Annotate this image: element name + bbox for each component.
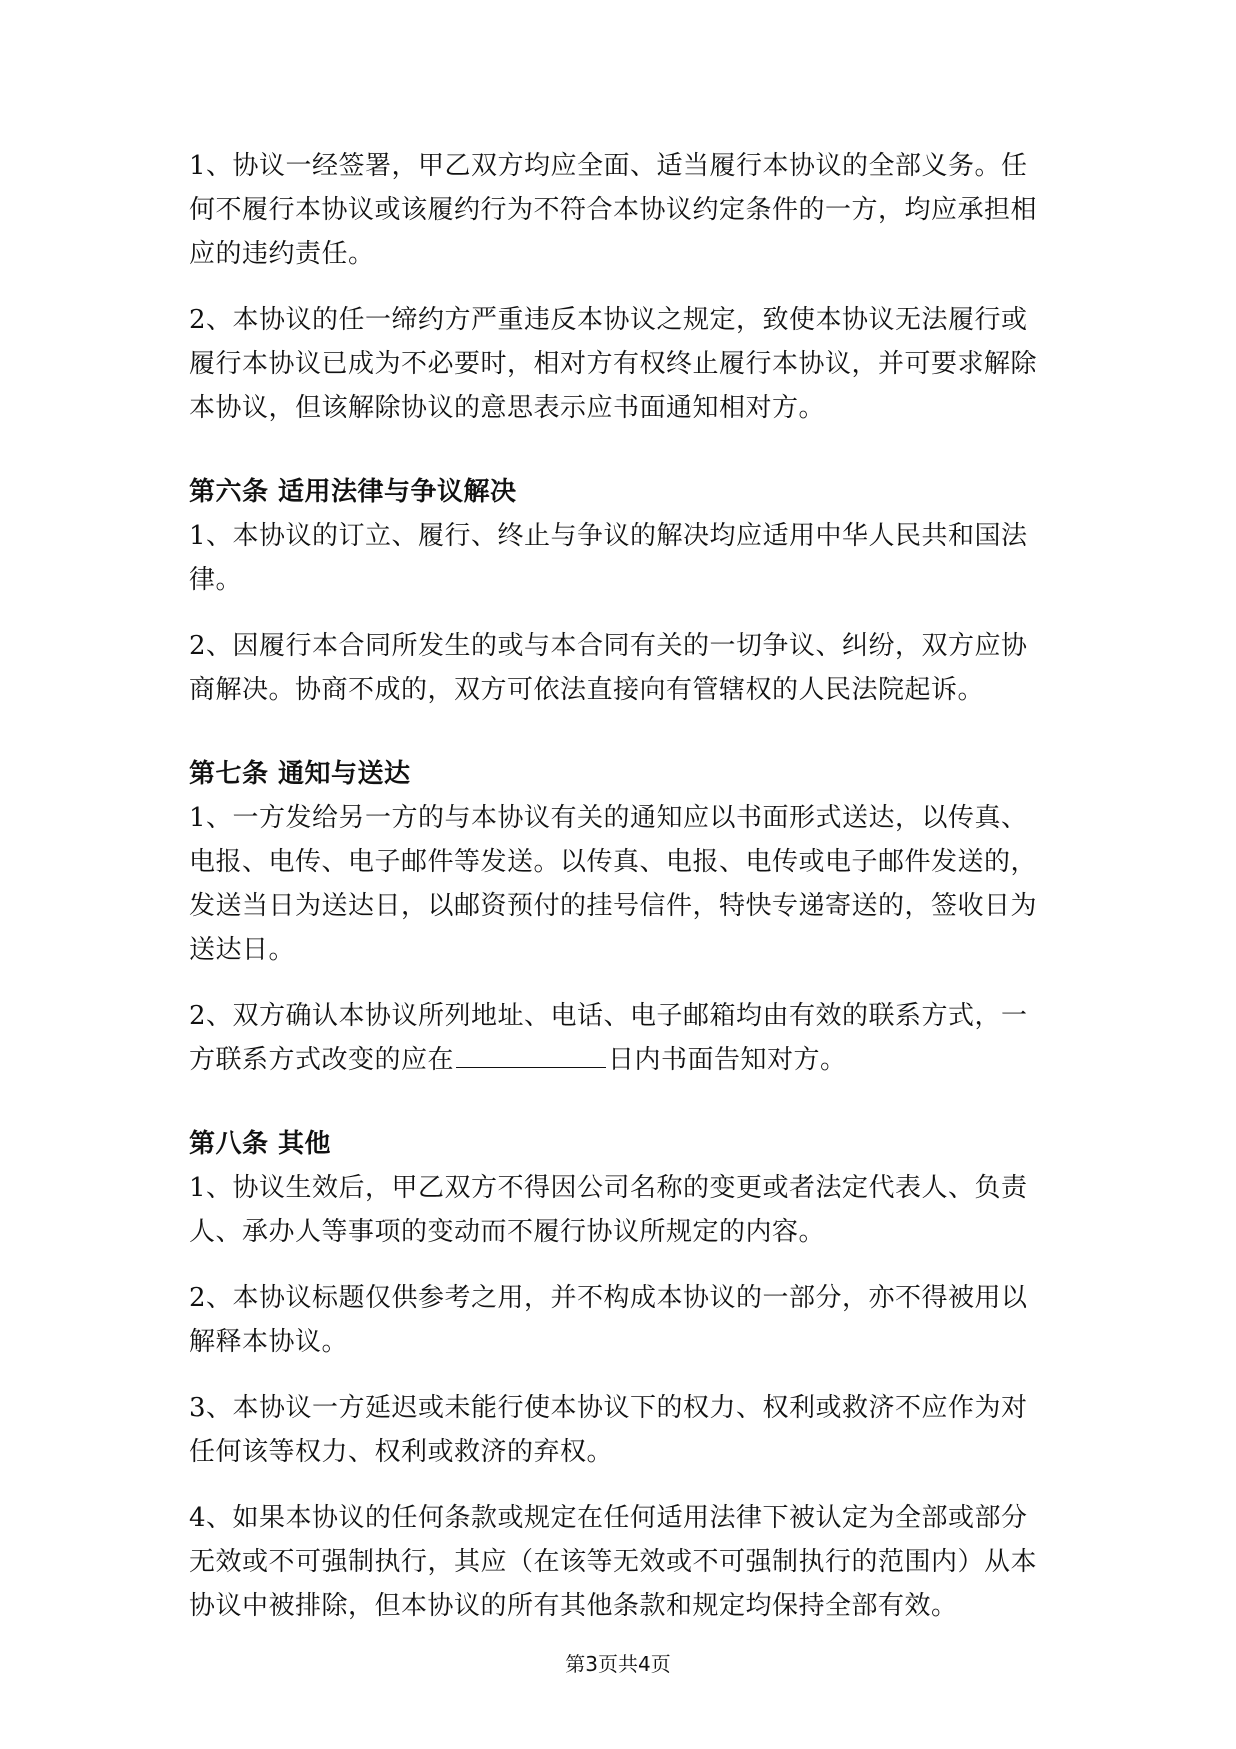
paragraph: 4、如果本协议的任何条款或规定在任何适用法律下被认定为全部或部分无效或不可强制执行，其应（在该等无效或不可强制执行的范围内）从本协议中被排除，但本协议的所有其他条款和规定均保持全部有效。 (189, 1503, 1038, 1621)
paragraph: 2、因履行本合同所发生的或与本合同有关的一切争议、纠纷，双方应协商解决。协商不成的，双方可依法直接向有管辖权的人民法院起诉。 (189, 631, 1028, 705)
fill-in-blank (456, 1041, 606, 1068)
document-body (189, 144, 1047, 1650)
paragraph: 2、本协议的任一缔约方严重违反本协议之规定，致使本协议无法履行或履行本协议已成为不必要时，相对方有权终止履行本协议，并可要求解除本协议，但该解除协议的意思表示应书面通知相对方。 (189, 305, 1038, 423)
paragraph: 3、本协议一方延迟或未能行使本协议下的权力、权利或救济不应作为对任何该等权力、权利或救济的弃权。 (189, 1393, 1028, 1467)
paragraph-text-before-blank: 2、双方确认本协议所列地址、电话、电子邮箱均由有效的联系方式，一方联系方式改变的应在 (189, 1001, 1028, 1075)
paragraph: 1、协议一经签署，甲乙双方均应全面、适当履行本协议的全部义务。任何不履行本协议或该履约行为不符合本协议约定条件的一方，均应承担相应的违约责任。 (189, 151, 1038, 269)
paragraph-with-blank (189, 994, 1047, 1082)
section-article-8 (189, 1122, 1047, 1628)
paragraph: 2、本协议标题仅供参考之用，并不构成本协议的一部分，亦不得被用以解释本协议。 (189, 1283, 1028, 1357)
paragraph: 1、一方发给另一方的与本协议有关的通知应以书面形式送达，以传真、电报、电传、电子邮件等发送。以传真、电报、电传或电子邮件发送的，发送当日为送达日，以邮资预付的挂号信件，特快专递寄送的，签收日为送达日。 (189, 803, 1038, 965)
paragraph-text-after-blank: 日内书面告知对方。 (608, 1045, 847, 1075)
article-heading: 第七条 通知与送达 (189, 759, 411, 789)
section-article-7 (189, 752, 1047, 1082)
paragraph: 1、协议生效后，甲乙双方不得因公司名称的变更或者法定代表人、负责人、承办人等事项的变动而不履行协议所规定的内容。 (189, 1173, 1028, 1247)
page-number: 第3页共4页 (565, 1652, 671, 1676)
article-heading: 第八条 其他 (189, 1129, 332, 1159)
paragraph: 1、本协议的订立、履行、终止与争议的解决均应适用中华人民共和国法律。 (189, 521, 1028, 595)
article-heading: 第六条 适用法律与争议解决 (189, 477, 517, 507)
section-continuation (189, 144, 1047, 430)
section-article-6 (189, 470, 1047, 712)
